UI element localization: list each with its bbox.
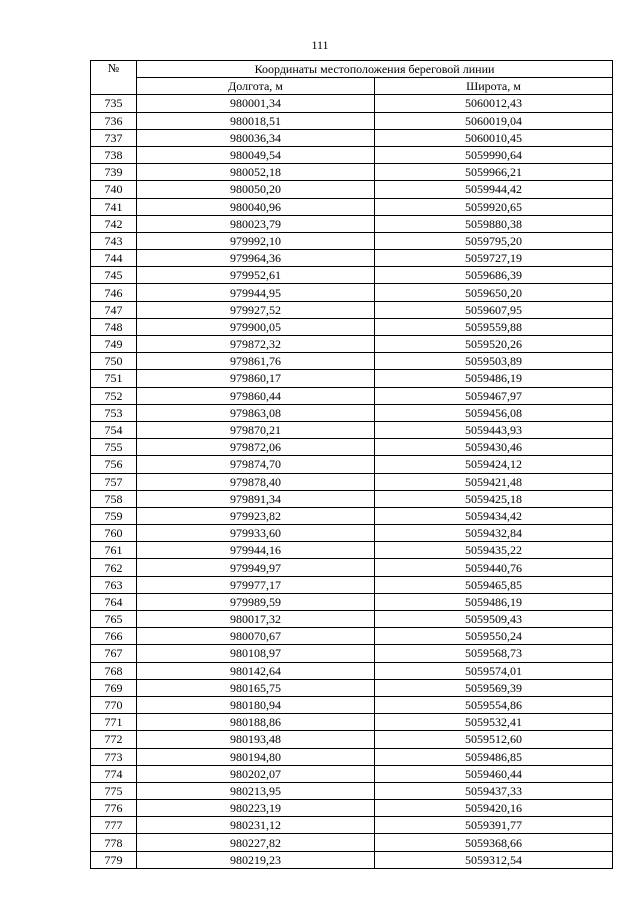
table-row [91, 782, 613, 799]
row-latitude: 5059465,85 [375, 576, 613, 593]
page-number: 111 [311, 38, 329, 52]
row-longitude: 980070,67 [137, 628, 375, 645]
table-row [91, 714, 613, 731]
table-row [91, 336, 613, 353]
table-body [91, 95, 613, 868]
row-number: 768 [91, 662, 137, 679]
row-latitude: 5059456,08 [375, 404, 613, 421]
table-row [91, 164, 613, 181]
row-number: 747 [91, 301, 137, 318]
row-latitude: 5059550,24 [375, 628, 613, 645]
row-latitude: 5059368,66 [375, 834, 613, 851]
row-longitude: 980188,86 [137, 714, 375, 731]
row-longitude: 980213,95 [137, 782, 375, 799]
row-longitude: 979878,40 [137, 473, 375, 490]
row-number: 760 [91, 525, 137, 542]
row-latitude: 5059425,18 [375, 490, 613, 507]
row-longitude: 980017,32 [137, 611, 375, 628]
row-number: 770 [91, 696, 137, 713]
table-row [91, 404, 613, 421]
row-longitude: 980050,20 [137, 181, 375, 198]
row-longitude: 979933,60 [137, 525, 375, 542]
row-longitude: 980193,48 [137, 731, 375, 748]
row-latitude: 5059512,60 [375, 731, 613, 748]
row-latitude: 5059435,22 [375, 542, 613, 559]
row-number: 750 [91, 353, 137, 370]
row-number: 753 [91, 404, 137, 421]
header-longitude: Долгота, м [137, 78, 375, 95]
row-number: 757 [91, 473, 137, 490]
row-latitude: 5059424,12 [375, 456, 613, 473]
row-latitude: 5059467,97 [375, 387, 613, 404]
header-number: № [91, 61, 137, 95]
row-latitude: 5059944,42 [375, 181, 613, 198]
row-longitude: 979923,82 [137, 507, 375, 524]
row-longitude: 979992,10 [137, 232, 375, 249]
row-number: 775 [91, 782, 137, 799]
row-longitude: 979872,32 [137, 336, 375, 353]
row-longitude: 980142,64 [137, 662, 375, 679]
row-longitude: 979860,44 [137, 387, 375, 404]
table-row [91, 834, 613, 851]
row-longitude: 979977,17 [137, 576, 375, 593]
row-latitude: 5059509,43 [375, 611, 613, 628]
table-row [91, 129, 613, 146]
row-latitude: 5059880,38 [375, 215, 613, 232]
table-row [91, 645, 613, 662]
row-latitude: 5059486,19 [375, 370, 613, 387]
row-longitude: 979863,08 [137, 404, 375, 421]
table-row [91, 765, 613, 782]
table-row [91, 593, 613, 610]
table-row [91, 662, 613, 679]
row-longitude: 979944,16 [137, 542, 375, 559]
row-number: 779 [91, 851, 137, 868]
row-number: 771 [91, 714, 137, 731]
row-latitude: 5059391,77 [375, 817, 613, 834]
row-longitude: 979860,17 [137, 370, 375, 387]
table-row [91, 146, 613, 163]
row-longitude: 980219,23 [137, 851, 375, 868]
table-row [91, 748, 613, 765]
row-number: 736 [91, 112, 137, 129]
table-row [91, 232, 613, 249]
table-row [91, 679, 613, 696]
row-latitude: 5059486,19 [375, 593, 613, 610]
row-longitude: 980231,12 [137, 817, 375, 834]
table-row [91, 800, 613, 817]
table-row [91, 817, 613, 834]
row-latitude: 5059520,26 [375, 336, 613, 353]
row-longitude: 979870,21 [137, 421, 375, 438]
row-longitude: 980202,07 [137, 765, 375, 782]
row-longitude: 980180,94 [137, 696, 375, 713]
table-row [91, 112, 613, 129]
row-number: 774 [91, 765, 137, 782]
row-number: 737 [91, 129, 137, 146]
row-number: 742 [91, 215, 137, 232]
row-longitude: 979952,61 [137, 267, 375, 284]
table-row [91, 696, 613, 713]
row-latitude: 5059312,54 [375, 851, 613, 868]
row-longitude: 979874,70 [137, 456, 375, 473]
table-row [91, 507, 613, 524]
row-number: 744 [91, 250, 137, 267]
row-number: 735 [91, 95, 137, 112]
table-row [91, 439, 613, 456]
row-latitude: 5059440,76 [375, 559, 613, 576]
table-row [91, 731, 613, 748]
row-longitude: 979891,34 [137, 490, 375, 507]
header-latitude: Широта, м [375, 78, 613, 95]
row-latitude: 5059434,42 [375, 507, 613, 524]
row-latitude: 5059460,44 [375, 765, 613, 782]
table-row [91, 181, 613, 198]
row-longitude: 980049,54 [137, 146, 375, 163]
row-number: 763 [91, 576, 137, 593]
row-latitude: 5060012,43 [375, 95, 613, 112]
table-row [91, 284, 613, 301]
row-latitude: 5059920,65 [375, 198, 613, 215]
row-latitude: 5059554,86 [375, 696, 613, 713]
row-latitude: 5059503,89 [375, 353, 613, 370]
row-number: 776 [91, 800, 137, 817]
row-longitude: 980052,18 [137, 164, 375, 181]
row-latitude: 5059420,16 [375, 800, 613, 817]
row-latitude: 5059607,95 [375, 301, 613, 318]
row-longitude: 979927,52 [137, 301, 375, 318]
table-row [91, 421, 613, 438]
row-latitude: 5059795,20 [375, 232, 613, 249]
table-row [91, 542, 613, 559]
row-number: 778 [91, 834, 137, 851]
row-number: 738 [91, 146, 137, 163]
row-number: 754 [91, 421, 137, 438]
table-row [91, 456, 613, 473]
row-longitude: 980227,82 [137, 834, 375, 851]
row-longitude: 979949,97 [137, 559, 375, 576]
row-number: 740 [91, 181, 137, 198]
table-row [91, 611, 613, 628]
row-latitude: 5059437,33 [375, 782, 613, 799]
row-latitude: 5059650,20 [375, 284, 613, 301]
table-row [91, 576, 613, 593]
row-number: 759 [91, 507, 137, 524]
row-latitude: 5059443,93 [375, 421, 613, 438]
row-latitude: 5059574,01 [375, 662, 613, 679]
row-latitude: 5059421,48 [375, 473, 613, 490]
row-latitude: 5059568,73 [375, 645, 613, 662]
row-longitude: 980018,51 [137, 112, 375, 129]
row-longitude: 979861,76 [137, 353, 375, 370]
table-row [91, 353, 613, 370]
row-latitude: 5059727,19 [375, 250, 613, 267]
row-longitude: 979900,05 [137, 318, 375, 335]
row-longitude: 979872,06 [137, 439, 375, 456]
header-coordinates-group: Координаты местоположения береговой линии [137, 61, 613, 78]
row-number: 769 [91, 679, 137, 696]
table-row [91, 559, 613, 576]
table-header [91, 61, 613, 95]
row-longitude: 979964,36 [137, 250, 375, 267]
row-longitude: 980040,96 [137, 198, 375, 215]
row-number: 751 [91, 370, 137, 387]
row-number: 772 [91, 731, 137, 748]
row-number: 764 [91, 593, 137, 610]
row-longitude: 980036,34 [137, 129, 375, 146]
row-longitude: 979944,95 [137, 284, 375, 301]
row-number: 745 [91, 267, 137, 284]
row-number: 752 [91, 387, 137, 404]
coordinates-table [90, 60, 613, 869]
row-number: 765 [91, 611, 137, 628]
row-latitude: 5059486,85 [375, 748, 613, 765]
row-latitude: 5059990,64 [375, 146, 613, 163]
table-row [91, 267, 613, 284]
table-row [91, 525, 613, 542]
row-longitude: 980165,75 [137, 679, 375, 696]
table-row [91, 95, 613, 112]
row-latitude: 5059559,88 [375, 318, 613, 335]
table-row [91, 851, 613, 868]
row-longitude: 980223,19 [137, 800, 375, 817]
row-number: 756 [91, 456, 137, 473]
row-number: 777 [91, 817, 137, 834]
row-longitude: 980108,97 [137, 645, 375, 662]
row-longitude: 979989,59 [137, 593, 375, 610]
row-latitude: 5059686,39 [375, 267, 613, 284]
table-row [91, 490, 613, 507]
row-latitude: 5059966,21 [375, 164, 613, 181]
table-row [91, 215, 613, 232]
row-latitude: 5060019,04 [375, 112, 613, 129]
row-number: 749 [91, 336, 137, 353]
table-row [91, 628, 613, 645]
row-number: 766 [91, 628, 137, 645]
row-longitude: 980023,79 [137, 215, 375, 232]
row-number: 741 [91, 198, 137, 215]
table-row [91, 473, 613, 490]
row-number: 762 [91, 559, 137, 576]
row-number: 761 [91, 542, 137, 559]
table-row [91, 301, 613, 318]
table-row [91, 250, 613, 267]
row-number: 746 [91, 284, 137, 301]
row-longitude: 980194,80 [137, 748, 375, 765]
row-latitude: 5059432,84 [375, 525, 613, 542]
table-row [91, 387, 613, 404]
row-number: 739 [91, 164, 137, 181]
row-number: 755 [91, 439, 137, 456]
row-number: 773 [91, 748, 137, 765]
table-row [91, 198, 613, 215]
table-row [91, 370, 613, 387]
row-latitude: 5059532,41 [375, 714, 613, 731]
row-number: 767 [91, 645, 137, 662]
row-latitude: 5059430,46 [375, 439, 613, 456]
row-number: 758 [91, 490, 137, 507]
row-longitude: 980001,34 [137, 95, 375, 112]
table-row [91, 318, 613, 335]
row-number: 748 [91, 318, 137, 335]
row-latitude: 5059569,39 [375, 679, 613, 696]
row-latitude: 5060010,45 [375, 129, 613, 146]
row-number: 743 [91, 232, 137, 249]
